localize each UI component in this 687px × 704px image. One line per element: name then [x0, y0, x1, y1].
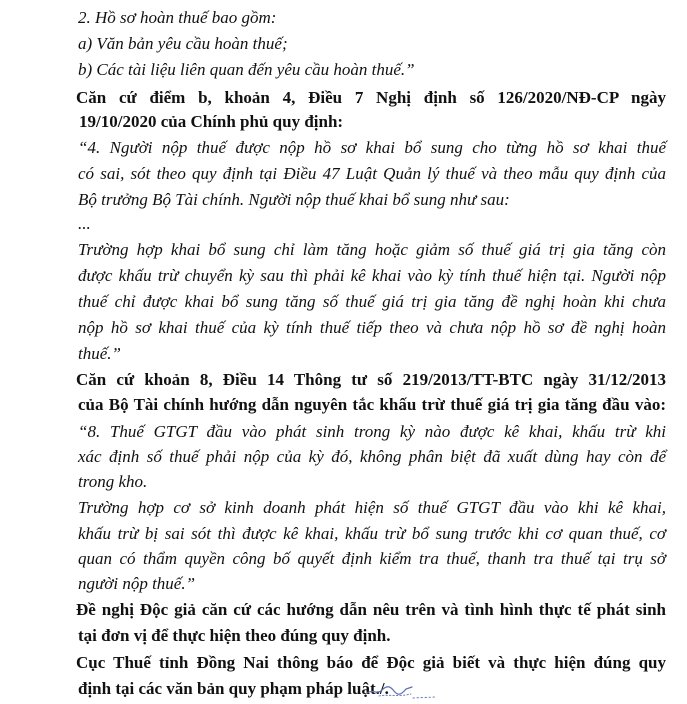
doc-line: quan có thẩm quyền công bố quyết định kiểm tra thuế, thanh tra thuế tại trụ sở — [78, 549, 666, 568]
doc-line: Trường hợp khai bổ sung chỉ làm tăng hoặc giảm số thuế giá trị gia tăng còn — [78, 240, 666, 259]
doc-line: được khấu trừ chuyển kỳ sau thì phải kê khai vào kỳ tính thuế hiện tại. Người nộp — [78, 266, 666, 285]
doc-line: thuế chỉ được khai bổ sung tăng số thuế giá trị gia tăng đề nghị hoàn khi chưa — [78, 292, 666, 311]
doc-line: xác định số thuế phải nộp của kỳ đó, không phân biệt đã xuất dùng hay còn để — [78, 447, 666, 466]
doc-line: “8. Thuế GTGT đầu vào phát sinh trong kỳ nào được kê khai, khấu trừ khi — [78, 422, 666, 441]
doc-line: “4. Người nộp thuế được nộp hồ sơ khai bổ sung cho từng hồ sơ khai thuế — [78, 138, 666, 157]
doc-line: Đề nghị Độc giả căn cứ các hướng dẫn nêu trên và tình hình thực tế phát sinh — [76, 600, 666, 619]
handwritten-initials — [365, 676, 437, 702]
doc-line: Căn cứ khoản 8, Điều 14 Thông tư số 219/2013/TT-BTC ngày 31/12/2013 — [76, 370, 666, 389]
doc-line: có sai, sót theo quy định tại Điều 47 Luật Quản lý thuế và theo mẫu quy định của — [78, 164, 666, 183]
doc-line: người nộp thuế.” — [78, 574, 196, 593]
doc-line: nộp hồ sơ khai thuế của kỳ tính thuế tiếp theo và chưa nộp hồ sơ đề nghị hoàn — [78, 318, 666, 337]
doc-line: của Bộ Tài chính hướng dẫn nguyên tắc khấu trừ thuế giá trị gia tăng đầu vào: — [78, 395, 666, 414]
doc-line: Cục Thuế tỉnh Đồng Nai thông báo để Độc giả biết và thực hiện đúng quy — [76, 653, 666, 672]
doc-line: Trường hợp cơ sở kinh doanh phát hiện số thuế GTGT đầu vào khi kê khai, — [78, 498, 666, 517]
doc-line: 19/10/2020 của Chính phủ quy định: — [79, 112, 344, 131]
doc-line: thuế.” — [78, 344, 121, 363]
doc-line: ... — [78, 214, 91, 233]
doc-line: Căn cứ điểm b, khoản 4, Điều 7 Nghị định số 126/2020/NĐ-CP ngày — [76, 88, 666, 107]
doc-line: 2. Hồ sơ hoàn thuế bao gồm: — [78, 8, 277, 27]
doc-line: Bộ trưởng Bộ Tài chính. Người nộp thuế khai bổ sung như sau: — [78, 190, 510, 209]
doc-line: trong kho. — [78, 472, 148, 491]
doc-line: định tại các văn bản quy phạm pháp luật./. — [78, 679, 389, 698]
doc-line: a) Văn bản yêu cầu hoàn thuế; — [78, 34, 288, 53]
doc-line: khấu trừ bị sai sót thì được kê khai, khấu trừ bổ sung trước khi cơ quan thuế, cơ — [78, 524, 666, 543]
doc-line: tại đơn vị để thực hiện theo đúng quy định. — [78, 626, 391, 645]
doc-line: b) Các tài liệu liên quan đến yêu cầu hoàn thuế.” — [78, 60, 415, 79]
